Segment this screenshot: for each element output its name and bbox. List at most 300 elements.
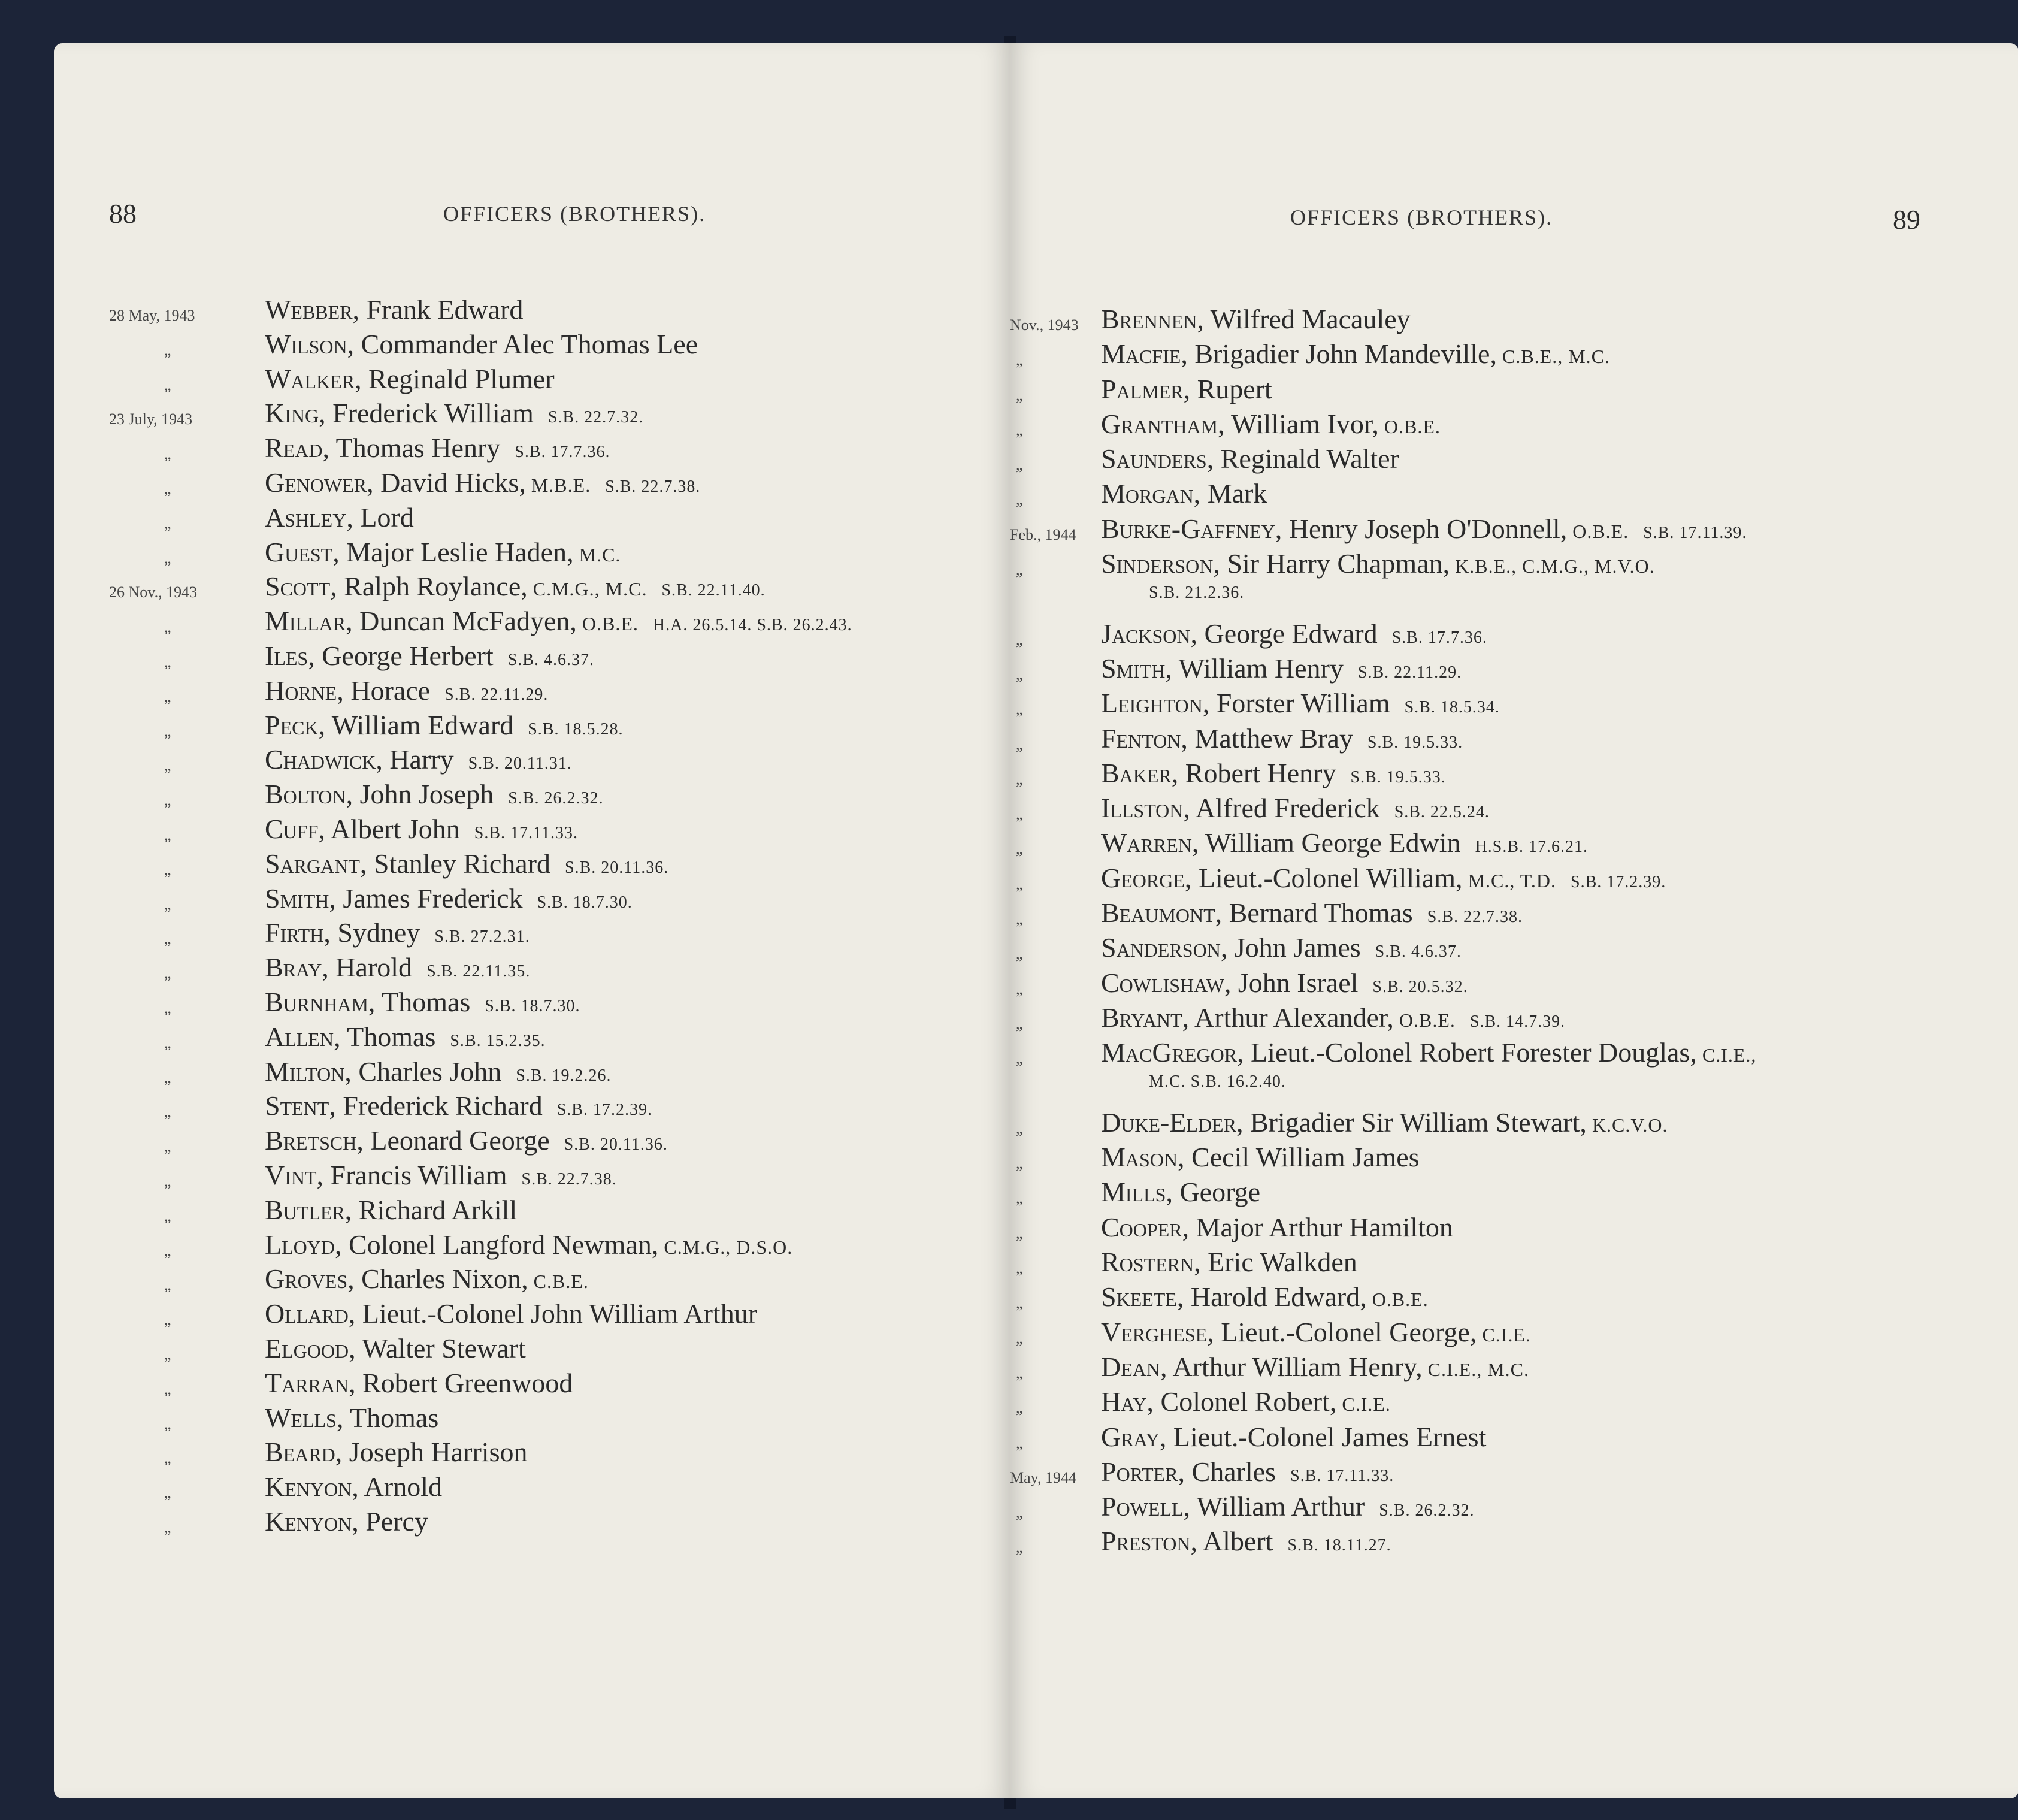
entry-name-line [1101,1246,1357,1278]
entry-given-names: Forster William [1209,688,1390,719]
entry-date: „ [1016,1259,1023,1277]
entry-date: „ [1016,1538,1023,1556]
entry-surname: Scott, [265,571,337,602]
entry-surname: Rostern, [1101,1247,1201,1278]
entry-given-names: Alfred Frederick [1190,793,1380,824]
entry-name-line [1101,1351,1529,1383]
entry-surname: Gray, [1101,1421,1167,1452]
entry-name-line [1101,652,1462,684]
entry-given-names: Francis William [323,1159,507,1190]
entry-surname: Powell, [1101,1491,1191,1522]
entry-date: „ [164,687,171,705]
entry-row [54,294,1010,328]
entry-name-line [1101,1176,1260,1208]
entry-row [54,848,1010,882]
entry-continuation: S.B. 21.2.36. [1149,584,1245,603]
entry-surname: Allen, [265,1021,341,1052]
entry-row [54,363,1010,398]
entry-name-line [1101,373,1272,405]
entry-notes: S.B. 17.7.36. [515,443,610,462]
entry-given-names: Albert John [325,813,460,844]
entry-surname: Saunders, [1101,443,1214,474]
entry-date: „ [1016,1154,1023,1172]
entry-notes: S.B. 18.5.28. [528,719,624,739]
entry-row [54,1332,1010,1367]
entry-given-names: Sir Harry Chapman, [1220,548,1450,579]
entry-row [1010,792,2018,827]
page-number: 89 [1893,204,1920,235]
entry-surname: Elgood, [265,1332,356,1364]
entry-row [1010,827,2018,861]
entry-name-line [265,675,548,706]
entry-row [1010,1176,2018,1211]
entry-date: „ [164,514,171,532]
entry-surname: King, [265,398,326,429]
entry-surname: Duke-Elder, [1101,1106,1244,1138]
entry-name-line [1101,792,1490,824]
entry-surname: Webber, [265,294,360,325]
entry-date: „ [1016,386,1023,404]
entry-surname: Walker, [265,363,362,394]
entry-name-line [1101,1141,1420,1173]
entry-given-names: Eric Walkden [1200,1247,1357,1278]
entry-given-names: William Henry [1172,652,1344,684]
entry-row [54,1229,1010,1263]
entry-honours: C.I.E. [1477,1323,1531,1346]
entry-date: „ [1016,1329,1023,1347]
entry-given-names: Lord [353,501,414,533]
entry-row [1010,1211,2018,1246]
entry-date: „ [1016,945,1023,963]
entry-given-names: Duncan McFadyen, [352,606,577,637]
entry-given-names: Harry [382,744,454,775]
entry-date: „ [164,826,171,844]
entry-given-names: George Edward [1197,618,1378,649]
entry-date: Feb., 1944 [1010,525,1076,543]
entry-given-names: Frederick William [325,398,534,429]
entry-given-names: Frank Edward [359,294,524,325]
entry-row [54,743,1010,778]
entry-given-names: Matthew Bray [1187,722,1353,754]
entry-row [54,1505,1010,1540]
entry-given-names: Frederick Richard [335,1090,543,1121]
entry-notes: S.B. 17.11.33. [1290,1466,1394,1485]
entry-notes: S.B. 4.6.37. [507,650,594,669]
entry-surname: Bolton, [265,779,353,810]
entry-date: „ [1016,1294,1023,1312]
entry-surname: Illston, [1101,793,1190,824]
entry-name-line [265,1402,438,1434]
entry-date: „ [164,479,171,497]
entry-notes: S.B. 26.2.32. [1379,1501,1475,1520]
entry-date: „ [1016,735,1023,753]
entry-name-line [265,570,766,602]
entry-given-names: Joseph Harrison [342,1437,528,1468]
entry-given-names: Charles [1185,1456,1276,1487]
entry-date: 26 Nov., 1943 [109,584,198,601]
entry-date: „ [164,549,171,567]
entry-honours: M.C. [573,543,621,566]
entry-date: „ [1016,979,1023,997]
entry-row [1010,338,2018,373]
entry-given-names: John James [1227,932,1361,963]
entry-given-names: Colonel Robert, [1154,1386,1337,1417]
entry-date: „ [164,1414,171,1432]
entry-notes: S.B. 20.11.36. [565,858,669,877]
entry-notes: S.B. 22.7.38. [1427,908,1523,927]
entry-surname: Baker, [1101,757,1179,788]
entry-date: „ [1016,1050,1023,1068]
entry-given-names: Major Leslie Haden, [339,536,574,567]
entry-surname: Preston, [1101,1526,1197,1557]
entry-honours: C.B.E. [528,1271,589,1293]
entry-date: „ [164,860,171,878]
entry-date: May, 1944 [1010,1468,1076,1486]
entry-date: „ [164,757,171,775]
entry-row [1010,687,2018,722]
entry-row [1010,1421,2018,1456]
entry-surname: Genower, [265,467,374,498]
entry-name-line [265,1263,589,1295]
entry-notes: S.B. 22.11.29. [444,685,549,704]
entry-name-line [1101,1106,1668,1138]
entry-name-line [1101,862,1666,894]
entry-notes: S.B. 22.5.24. [1394,803,1490,822]
entry-given-names: Stanley Richard [367,848,551,879]
entry-row [54,1436,1010,1471]
entry-date: „ [1016,1399,1023,1417]
entry-surname: Beaumont, [1101,897,1223,929]
entry-row [54,1263,1010,1298]
entry-surname: Smith, [265,882,336,914]
entry-given-names: Lieut.-Colonel Robert Forester Douglas, [1244,1037,1697,1068]
entry-name-line [1101,513,1747,545]
entry-surname: Macfie, [1101,338,1188,370]
entry-surname: Tarran, [265,1367,356,1398]
entry-given-names: Major Arthur Hamilton [1189,1211,1453,1242]
entry-date: „ [1016,1189,1023,1207]
entry-surname: Cowlishaw, [1101,967,1232,998]
entry-row [54,640,1010,675]
entry-date: 23 July, 1943 [109,410,193,428]
entry-given-names: Charles John [351,1056,502,1087]
entry-given-names: James Frederick [335,882,523,914]
entry-date: „ [1016,910,1023,928]
left-page [54,43,1010,1798]
entry-given-names: David Hicks, [373,467,526,498]
entry-surname: Morgan, [1101,478,1201,509]
entry-name-line [265,328,698,360]
entry-row [54,1159,1010,1194]
entry-row [54,501,1010,536]
entry-notes: S.B. 17.11.39. [1643,523,1747,542]
entry-name-line [265,605,852,637]
entry-row [1010,1491,2018,1525]
entry-given-names: Colonel Langford Newman, [341,1229,659,1260]
entry-row [54,605,1010,640]
entry-given-names: Arthur Alexander, [1189,1002,1394,1033]
entry-surname: Bryant, [1101,1002,1190,1033]
entry-surname: Sanderson, [1101,932,1228,963]
entry-row [1010,1281,2018,1316]
entry-name-line [265,397,643,429]
entry-notes: S.B. 17.7.36. [1391,628,1487,647]
entry-name-line [265,294,523,325]
entry-honours: C.M.G., D.S.O. [658,1236,793,1258]
entry-row [1010,1036,2018,1106]
entry-date: „ [1016,1364,1023,1381]
entry-name-line [1101,722,1463,754]
entry-name-line [265,709,623,741]
entry-given-names: Lieut.-Colonel James Ernest [1166,1421,1487,1452]
entry-notes: S.B. 22.7.38. [521,1169,617,1189]
entry-surname: Guest, [265,536,340,567]
entry-notes: S.B. 20.11.36. [564,1135,668,1154]
entry-surname: Leighton, [1101,688,1210,719]
entry-surname: Ashley, [265,501,353,533]
entry-surname: George, [1101,862,1192,893]
entry-date: „ [164,1449,171,1467]
entry-date: „ [1016,351,1023,369]
entry-given-names: Harold [328,952,413,983]
entry-given-names: George [1172,1177,1260,1208]
entry-date: „ [1016,1504,1023,1522]
entry-notes: S.B. 17.2.39. [1571,872,1666,891]
entry-given-names: Harold Edward, [1184,1281,1367,1313]
entry-row [1010,1316,2018,1351]
entry-given-names: Albert [1197,1526,1273,1557]
entry-given-names: John Israel [1231,967,1359,998]
entry-surname: Kenyon, [265,1471,359,1502]
entry-honours: K.C.V.O. [1586,1114,1668,1136]
entry-given-names: Commander Alec Thomas Lee [354,328,698,359]
entry-name-line [265,1436,527,1468]
entry-given-names: Horace [343,675,431,706]
entry-row [1010,373,2018,408]
entry-given-names: Leonard George [363,1125,550,1156]
entry-date: „ [164,1345,171,1363]
entry-row [54,882,1010,917]
entry-row [1010,477,2018,512]
entry-date: „ [164,652,171,670]
entry-given-names: Robert Henry [1178,757,1336,788]
entry-name-line [1101,932,1462,963]
entry-date: „ [1016,630,1023,648]
entry-row [1010,1106,2018,1141]
entry-name-line [265,1056,612,1087]
entry-row [1010,897,2018,932]
entry-name-line [1101,897,1523,929]
entry-date: „ [164,376,171,394]
entry-name-line [265,432,610,464]
entry-given-names: Thomas [340,1021,436,1052]
entry-name-line [1101,338,1610,370]
entry-date: „ [1016,1014,1023,1032]
entry-name-line [265,848,668,879]
entry-surname: Vint, [265,1159,324,1190]
entry-surname: Palmer, [1101,373,1191,404]
entry-surname: Chadwick, [265,744,383,775]
entry-name-line [265,743,572,775]
entry-name-line [265,951,530,983]
entry-name-line [265,536,621,568]
entry-date: „ [1016,875,1023,893]
entry-honours: O.B.E. [1378,415,1441,437]
entry-surname: Iles, [265,640,315,671]
entry-name-line [265,1471,442,1502]
entry-row [1010,443,2018,477]
entry-given-names: Lieut.-Colonel George, [1214,1316,1477,1347]
entry-row [1010,303,2018,338]
entry-name-line [1101,1386,1391,1417]
entry-name-line [1101,1491,1474,1522]
entry-row [1010,513,2018,548]
entry-list [54,294,1010,1540]
entry-date: „ [164,1068,171,1086]
entry-given-names: Sydney [330,917,420,948]
entry-row [54,813,1010,848]
entry-notes: S.B. 18.7.30. [537,893,633,912]
entry-date: „ [164,1311,171,1329]
entry-name-line [265,1332,526,1364]
entry-date: „ [1016,805,1023,823]
entry-row [54,917,1010,951]
entry-surname: MacGregor, [1101,1037,1244,1068]
entry-row [54,1021,1010,1056]
entry-row [54,1056,1010,1090]
entry-row [54,1298,1010,1332]
entry-date: „ [164,1518,171,1536]
entry-notes: S.B. 19.5.33. [1367,733,1463,752]
entry-name-line [1101,1316,1531,1348]
entry-row [54,536,1010,571]
entry-row [54,467,1010,501]
entry-honours: O.B.E. [1567,520,1629,542]
entry-given-names: Charles Nixon, [354,1263,528,1295]
entry-name-line [1101,408,1441,440]
entry-honours: O.B.E. [576,613,639,635]
entry-surname: Fenton, [1101,722,1188,754]
entry-surname: Smith, [1101,652,1172,684]
entry-notes: H.A. 26.5.14. S.B. 26.2.43. [652,616,852,635]
entry-surname: Verghese, [1101,1316,1214,1347]
entry-name-line [265,1021,546,1053]
entry-name-line [265,1229,792,1260]
entry-name-line [1101,477,1267,509]
entry-row [1010,548,2018,618]
entry-row [54,432,1010,467]
entry-date: „ [1016,1119,1023,1137]
entry-honours: C.I.E. [1336,1393,1391,1416]
entry-row [54,1090,1010,1124]
entry-date: „ [164,999,171,1017]
entry-list [1010,303,2018,1561]
entry-date: „ [164,1241,171,1259]
entry-date: „ [164,1207,171,1225]
entry-name-line [265,1194,517,1226]
entry-honours: M.B.E. [525,474,591,496]
entry-honours: C.M.G., M.C. [527,578,648,600]
entry-name-line [1101,1456,1394,1488]
entry-name-line [265,882,633,914]
entry-row [54,570,1010,605]
entry-given-names: William Arthur [1190,1491,1365,1522]
entry-notes: S.B. 17.2.39. [556,1101,652,1120]
entry-given-names: Walter Stewart [355,1332,526,1364]
right-page [1010,43,2018,1798]
entry-row [54,1402,1010,1437]
entry-date: „ [1016,421,1023,439]
entry-name-line [265,640,594,672]
entry-date: „ [1016,665,1023,683]
entry-row [54,1367,1010,1402]
entry-date: „ [164,722,171,740]
entry-notes: S.B. 22.7.38. [605,477,701,496]
entry-notes: S.B. 20.11.31. [468,754,572,773]
entry-date: „ [164,1138,171,1156]
entry-surname: Lloyd, [265,1229,342,1260]
entry-name-line [1101,757,1446,789]
entry-row [1010,408,2018,443]
entry-given-names: Arthur William Henry, [1167,1351,1423,1382]
entry-surname: Burke-Gaffney, [1101,513,1282,544]
entry-name-line [265,1159,617,1191]
entry-row [1010,1351,2018,1386]
entry-date: „ [164,1380,171,1398]
entry-given-names: Arnold [358,1471,442,1502]
entry-surname: Beard, [265,1437,343,1468]
entry-name-line [1101,1002,1565,1033]
entry-name-line [265,813,578,845]
entry-given-names: Lieut.-Colonel John William Arthur [355,1298,758,1329]
entry-row [1010,967,2018,1002]
entry-row [1010,1002,2018,1036]
entry-row [1010,932,2018,966]
entry-name-line [1101,1281,1429,1313]
entry-surname: Porter, [1101,1456,1185,1487]
entry-row [54,1124,1010,1159]
entry-notes: S.B. 15.2.35. [450,1031,546,1050]
entry-honours: M.C., T.D. [1462,869,1557,891]
entry-given-names: Thomas Henry [329,433,501,464]
entry-given-names: Wilfred Macauley [1203,304,1411,334]
entry-surname: Bray, [265,952,329,983]
entry-honours: C.I.E., [1696,1044,1757,1066]
entry-given-names: Brigadier John Mandeville, [1187,338,1497,370]
entry-given-names: Rupert [1190,373,1272,404]
entry-date: „ [1016,840,1023,858]
entry-date: „ [1016,700,1023,718]
entry-name-line [265,363,555,395]
entry-date: „ [164,445,171,463]
entry-row [54,778,1010,813]
entry-date: „ [164,895,171,913]
entry-name-line [265,1298,757,1329]
entry-name-line [1101,1421,1486,1453]
entry-row [54,951,1010,986]
entry-notes: H.S.B. 17.6.21. [1475,838,1589,857]
entry-given-names: Henry Joseph O'Donnell, [1282,513,1568,544]
entry-honours: O.B.E. [1366,1289,1429,1311]
entry-date: „ [1016,561,1023,579]
entry-name-line [265,917,530,948]
entry-notes: S.B. 18.11.27. [1287,1536,1391,1555]
entry-name-line [1101,827,1588,858]
entry-surname: Groves, [265,1263,355,1295]
entry-name-line [1101,967,1468,999]
entry-surname: Firth, [265,917,331,948]
entry-surname: Grantham, [1101,408,1225,439]
